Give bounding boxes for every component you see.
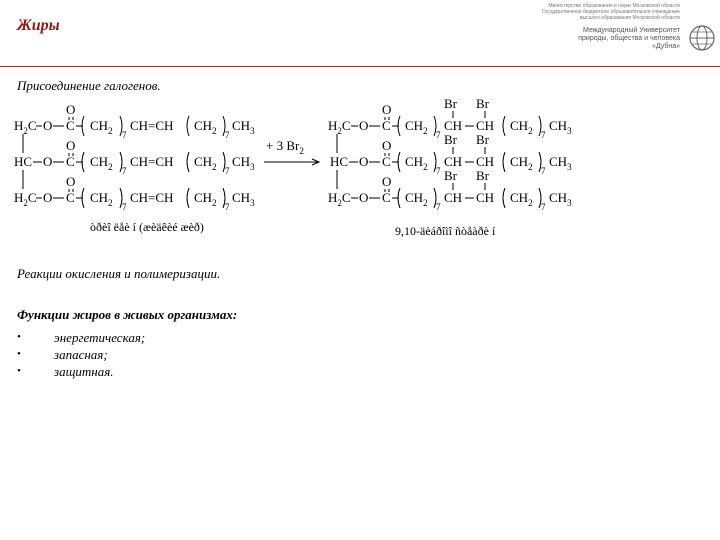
atom-h2c: $H_2C$ bbox=[14, 118, 37, 136]
svg-text:7: 7 bbox=[122, 202, 127, 212]
svg-text:CH=CH: CH=CH bbox=[130, 190, 174, 205]
svg-text:O: O bbox=[382, 174, 392, 189]
svg-text:H2C: $H_2C$ bbox=[328, 118, 351, 136]
svg-text:C: C bbox=[382, 154, 391, 169]
svg-text:CH: CH bbox=[476, 118, 495, 133]
logo-university-text: Международный Университет природы, общества и человека «Дубна» bbox=[578, 27, 680, 50]
svg-text:O: O bbox=[382, 138, 392, 153]
svg-text:CH3: $CH_3$ bbox=[549, 190, 572, 208]
logo-ministry-text: Министерство образования и науки Московской области Государственное бюджетное образовательное учреждение высшего образования Московской области bbox=[541, 3, 680, 21]
svg-text:CH: CH bbox=[476, 154, 495, 169]
svg-text:CH2: $CH_2$ bbox=[405, 118, 428, 136]
svg-text:CH=CH: CH=CH bbox=[130, 118, 174, 133]
svg-text:7: 7 bbox=[122, 130, 127, 140]
reactant-caption: òðèî ëåè í (æèäêèé æèð) bbox=[90, 220, 204, 234]
svg-text:CH2: $CH_2$ bbox=[194, 190, 217, 208]
svg-text:O: O bbox=[66, 138, 76, 153]
svg-text:CH2: $CH_2$ bbox=[90, 118, 113, 136]
bullet-icon: • bbox=[17, 365, 21, 377]
svg-text:7: 7 bbox=[541, 202, 546, 212]
svg-text:O: O bbox=[359, 154, 369, 169]
reagent-bromine: + 3 $Br_2$ bbox=[266, 138, 304, 156]
svg-text:CH3: $CH_3$ bbox=[549, 118, 572, 136]
svg-text:HC: HC bbox=[14, 154, 33, 169]
svg-text:CH: CH bbox=[444, 154, 463, 169]
svg-text:7: 7 bbox=[541, 166, 546, 176]
svg-text:7: 7 bbox=[225, 166, 230, 176]
svg-text:O: O bbox=[43, 118, 53, 133]
svg-text:CH3: $CH_3$ bbox=[232, 190, 255, 208]
svg-text:C: C bbox=[66, 154, 75, 169]
svg-text:CH2: $CH_2$ bbox=[510, 154, 533, 172]
list-item-text: защитная. bbox=[54, 364, 114, 379]
bullet-icon: • bbox=[17, 331, 21, 343]
svg-text:7: 7 bbox=[225, 130, 230, 140]
svg-text:CH2: $CH_2$ bbox=[405, 154, 428, 172]
svg-text:CH=CH: CH=CH bbox=[130, 154, 174, 169]
svg-text:C: C bbox=[66, 190, 75, 205]
svg-text:CH2: $CH_2$ bbox=[90, 190, 113, 208]
svg-text:C: C bbox=[382, 118, 391, 133]
bullet-icon: • bbox=[17, 348, 21, 360]
reaction-arrow-group bbox=[264, 138, 319, 165]
svg-text:O: O bbox=[43, 190, 53, 205]
svg-text:CH3: $CH_3$ bbox=[549, 154, 572, 172]
svg-text:7: 7 bbox=[122, 166, 127, 176]
svg-text:HC: HC bbox=[330, 154, 349, 169]
svg-text:O: O bbox=[66, 102, 76, 117]
svg-text:CH2: $CH_2$ bbox=[194, 118, 217, 136]
svg-text:7: 7 bbox=[436, 202, 441, 212]
list-item-text: энергетическая; bbox=[54, 330, 146, 345]
section-functions-heading: Функции жиров в живых организмах: bbox=[17, 307, 238, 322]
svg-text:H2C: $H_2C$ bbox=[14, 190, 37, 208]
svg-text:O: O bbox=[359, 190, 369, 205]
svg-text:Br: Br bbox=[476, 168, 489, 183]
list-item-text: запасная; bbox=[54, 347, 108, 362]
svg-text:C: C bbox=[66, 118, 75, 133]
svg-text:C: C bbox=[382, 190, 391, 205]
svg-text:CH3: $CH_3$ bbox=[232, 118, 255, 136]
svg-text:Br: Br bbox=[444, 96, 457, 111]
svg-text:O: O bbox=[382, 102, 392, 117]
svg-text:CH2: $CH_2$ bbox=[510, 190, 533, 208]
section-oxidation-heading: Реакции окисления и полимеризации. bbox=[17, 266, 221, 281]
svg-text:Br: Br bbox=[476, 132, 489, 147]
svg-text:Br: Br bbox=[444, 168, 457, 183]
product-caption: 9,10-äèáðîìî ñòåàðè í bbox=[395, 224, 496, 238]
svg-text:Br: Br bbox=[444, 132, 457, 147]
svg-text:O: O bbox=[43, 154, 53, 169]
svg-text:7: 7 bbox=[436, 130, 441, 140]
svg-text:Br: Br bbox=[476, 96, 489, 111]
svg-text:O: O bbox=[359, 118, 369, 133]
svg-text:CH2: $CH_2$ bbox=[194, 154, 217, 172]
svg-text:CH: CH bbox=[476, 190, 495, 205]
svg-text:H2C: $H_2C$ bbox=[328, 190, 351, 208]
slide-title: Жиры bbox=[17, 17, 60, 34]
globe-logo-icon bbox=[688, 24, 716, 52]
svg-text:CH3: $CH_3$ bbox=[232, 154, 255, 172]
svg-text:7: 7 bbox=[225, 202, 230, 212]
product-dibromostearin bbox=[328, 96, 572, 212]
svg-text:CH2: $CH_2$ bbox=[510, 118, 533, 136]
svg-text:7: 7 bbox=[436, 166, 441, 176]
svg-text:7: 7 bbox=[541, 130, 546, 140]
svg-text:CH2: $CH_2$ bbox=[90, 154, 113, 172]
svg-text:CH: CH bbox=[444, 190, 463, 205]
svg-text:CH: CH bbox=[444, 118, 463, 133]
reactant-triolein bbox=[14, 102, 255, 212]
svg-text:CH2: $CH_2$ bbox=[405, 190, 428, 208]
svg-text:O: O bbox=[66, 174, 76, 189]
section-halogen-heading: Присоединение галогенов. bbox=[17, 78, 161, 93]
header-divider bbox=[0, 66, 720, 67]
